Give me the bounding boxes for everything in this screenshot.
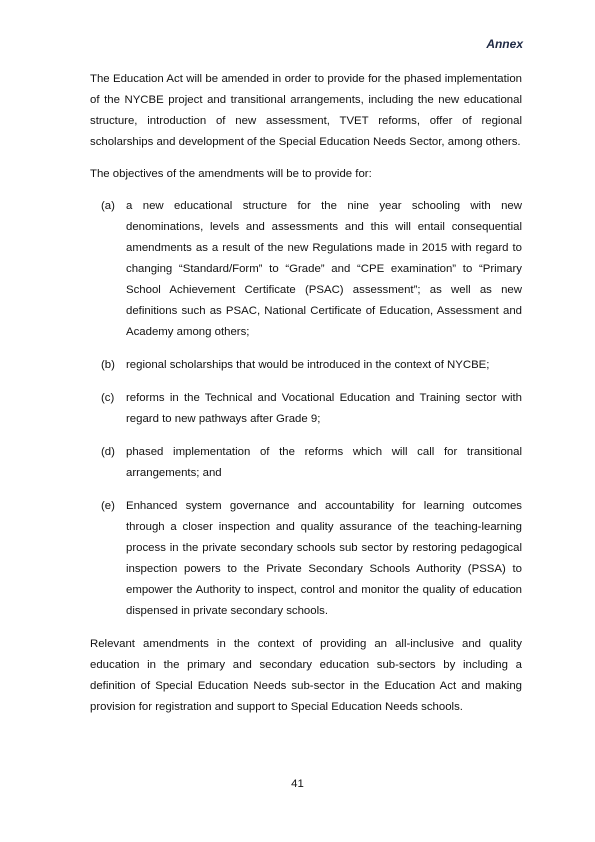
list-item-text: regional scholarships that would be introduced in the context of NYCBE; bbox=[126, 359, 490, 371]
objectives-list bbox=[90, 196, 522, 622]
list-item bbox=[90, 496, 522, 622]
list-item-text: a new educational structure for the nine year schooling with new denominations, levels and assessments and this will entail consequential amendments as a result of the new Regulations made in 2015 with regard to changing “Standard/Form” to “Grade” and “CPE examination” to “Primary School Achievement Certificate (PSAC) assessment”; as well as new definitions such as PSAC, National Certificate of Education, Assessment and Academy among others; bbox=[126, 200, 522, 338]
document-body bbox=[90, 69, 522, 729]
objectives-lead-paragraph: The objectives of the amendments will be to provide for: bbox=[90, 168, 372, 180]
list-marker: (c) bbox=[101, 392, 115, 404]
list-item-text: reforms in the Technical and Vocational Education and Training sector with regard to new pathways after Grade 9; bbox=[126, 392, 522, 425]
closing-paragraph: Relevant amendments in the context of providing an all-inclusive and quality education in the primary and secondary education sub-sectors by including a definition of Special Education Needs sub-sector in the Education Act and making provision for registration and support to Special Education Needs schools. bbox=[90, 638, 522, 713]
list-item bbox=[90, 442, 522, 484]
list-marker: (b) bbox=[101, 359, 115, 371]
list-item bbox=[90, 355, 522, 376]
list-marker: (e) bbox=[101, 500, 115, 512]
intro-paragraph: The Education Act will be amended in order to provide for the phased implementation of the NYCBE project and transitional arrangements, including the new educational structure, introduction of new assessment, TVET reforms, offer of regional scholarships and development of the Special Education Needs Sector, among others. bbox=[90, 73, 522, 148]
page-number: 41 bbox=[291, 778, 304, 790]
list-item-text: phased implementation of the reforms which will call for transitional arrangements; and bbox=[126, 446, 522, 479]
list-item-text: Enhanced system governance and accountability for learning outcomes through a closer inspection and quality assurance of the teaching-learning process in the private secondary schools sub sector by restoring pedagogical inspection powers to the Private Secondary Schools Authority (PSSA) to empower the Authority to inspect, control and monitor the quality of education dispensed in private secondary schools. bbox=[126, 500, 522, 617]
annex-header: Annex bbox=[486, 37, 523, 51]
list-item bbox=[90, 196, 522, 343]
list-item bbox=[90, 388, 522, 430]
list-marker: (d) bbox=[101, 446, 115, 458]
list-marker: (a) bbox=[101, 200, 115, 212]
